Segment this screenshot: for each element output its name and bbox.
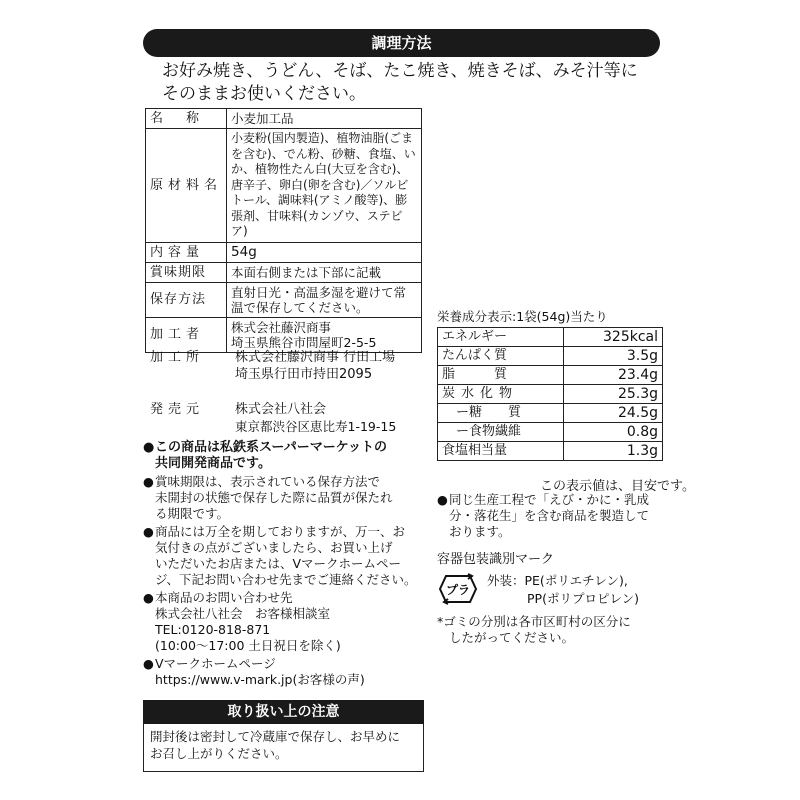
table-row: たんぱく質 3.5g <box>438 347 663 366</box>
label-name: 名 称 <box>146 109 227 129</box>
care-text: 開封後は密封して冷蔵庫で保存し、お早めに お召し上がりください。 <box>143 724 424 772</box>
care-title: 取り扱い上の注意 <box>143 700 424 724</box>
seller: 発売元 株式会社八社会 東京都渋谷区恵比寿1-19-15 <box>150 402 397 434</box>
note-best-before: ●賞味期限は、表示されている保存方法で 未開封の状態で保存した際に品質が保たれ る期限です。 <box>143 474 393 521</box>
processing-plant-label: 加工所 <box>150 350 205 365</box>
value-storage: 直射日光・高温多湿を避けて常温で保存してください。 <box>227 282 422 317</box>
nutrition-title: 栄養成分表示:1袋(54g)当たり <box>437 309 608 324</box>
value-name: 小麦加工品 <box>227 109 422 129</box>
table-row <box>146 242 422 262</box>
table-row: ー食物繊維 0.8g <box>438 423 663 442</box>
garbage-note: *ゴミの分別は各市区町村の区分に したがってください。 <box>437 614 631 645</box>
product-info-table <box>145 108 422 353</box>
table-row: エネルギー 325kcal <box>438 328 663 347</box>
note-inquiry: ●商品には万全を期しておりますが、万一、お 気付きの点がございましたら、お買い上げ いただいたお店または、Vマークホームペー ジ、下記お問い合わせ先までご連絡ください。 <box>143 524 417 587</box>
value-processor: 株式会社藤沢商事 埼玉県熊谷市問屋町2-5-5 <box>227 317 422 352</box>
value-best-before: 本面右側または下部に記載 <box>227 262 422 282</box>
pla-icon-text: プラ <box>445 583 471 597</box>
label-ingredients: 原材料名 <box>146 129 227 243</box>
value-content: 54g <box>227 242 422 262</box>
homepage-link[interactable]: https://www.v-mark.jp(お客様の声) <box>155 672 365 687</box>
table-row: ー糖 質 24.5g <box>438 404 663 423</box>
note-homepage: ●Vマークホームページ https://www.v-mark.jp(お客様の声) <box>143 656 365 687</box>
note-contact: ●本商品のお問い合わせ先 株式会社八社会 お客様相談室 TEL:0120-818-871 (10:00〜17:00 土日祝日を除く) <box>143 590 341 653</box>
cooking-text: お好み焼き、うどん、そば、たこ焼き、焼きそば、みそ汁等に そのままお使いください。 <box>162 61 638 104</box>
label-storage: 保存方法 <box>146 282 227 317</box>
value-ingredients: 小麦粉(国内製造)、植物油脂(ごまを含む)、でん粉、砂糖、食塩、いか、植物性たん白(大豆を含む)、唐辛子、卵白(卵を含む)／ソルビトール、調味料(アミノ酸等)、膨張剤、甘味料(カンゾウ、ステビア) <box>227 129 422 243</box>
allergen-note: ●同じ生産工程で「えび・かに・乳成 分・落花生」を含む商品を製造して おります。 <box>437 492 650 539</box>
table-row <box>146 282 422 317</box>
cooking-title: 調理方法 <box>143 29 660 57</box>
table-row <box>146 262 422 282</box>
table-row: 食塩相当量 1.3g <box>438 442 663 461</box>
note-joint-development: ●この商品は私鉄系スーパーマーケットの 共同開発商品です。 <box>143 440 388 471</box>
table-row <box>146 109 422 129</box>
processing-plant: 加工所 株式会社藤沢商事 行田工場 埼玉県行田市持田2095 <box>150 350 396 382</box>
table-row <box>146 317 422 352</box>
nutrition-note: この表示値は、目安です。 <box>540 479 695 494</box>
table-row <box>146 129 422 243</box>
packaging-material: 外装：PE(ポリエチレン), PP(ポリプロピレン) <box>487 573 640 606</box>
label-content: 内容量 <box>146 242 227 262</box>
table-row: 炭水化物 25.3g <box>438 385 663 404</box>
packaging-title: 容器包装識別マーク <box>437 552 555 567</box>
seller-label: 発売元 <box>150 402 205 417</box>
pla-recycle-icon <box>438 570 478 608</box>
label-processor: 加工者 <box>146 317 227 352</box>
nutrition-table <box>437 327 663 461</box>
label-best-before: 賞味期限 <box>146 262 227 282</box>
table-row: 脂 質 23.4g <box>438 366 663 385</box>
